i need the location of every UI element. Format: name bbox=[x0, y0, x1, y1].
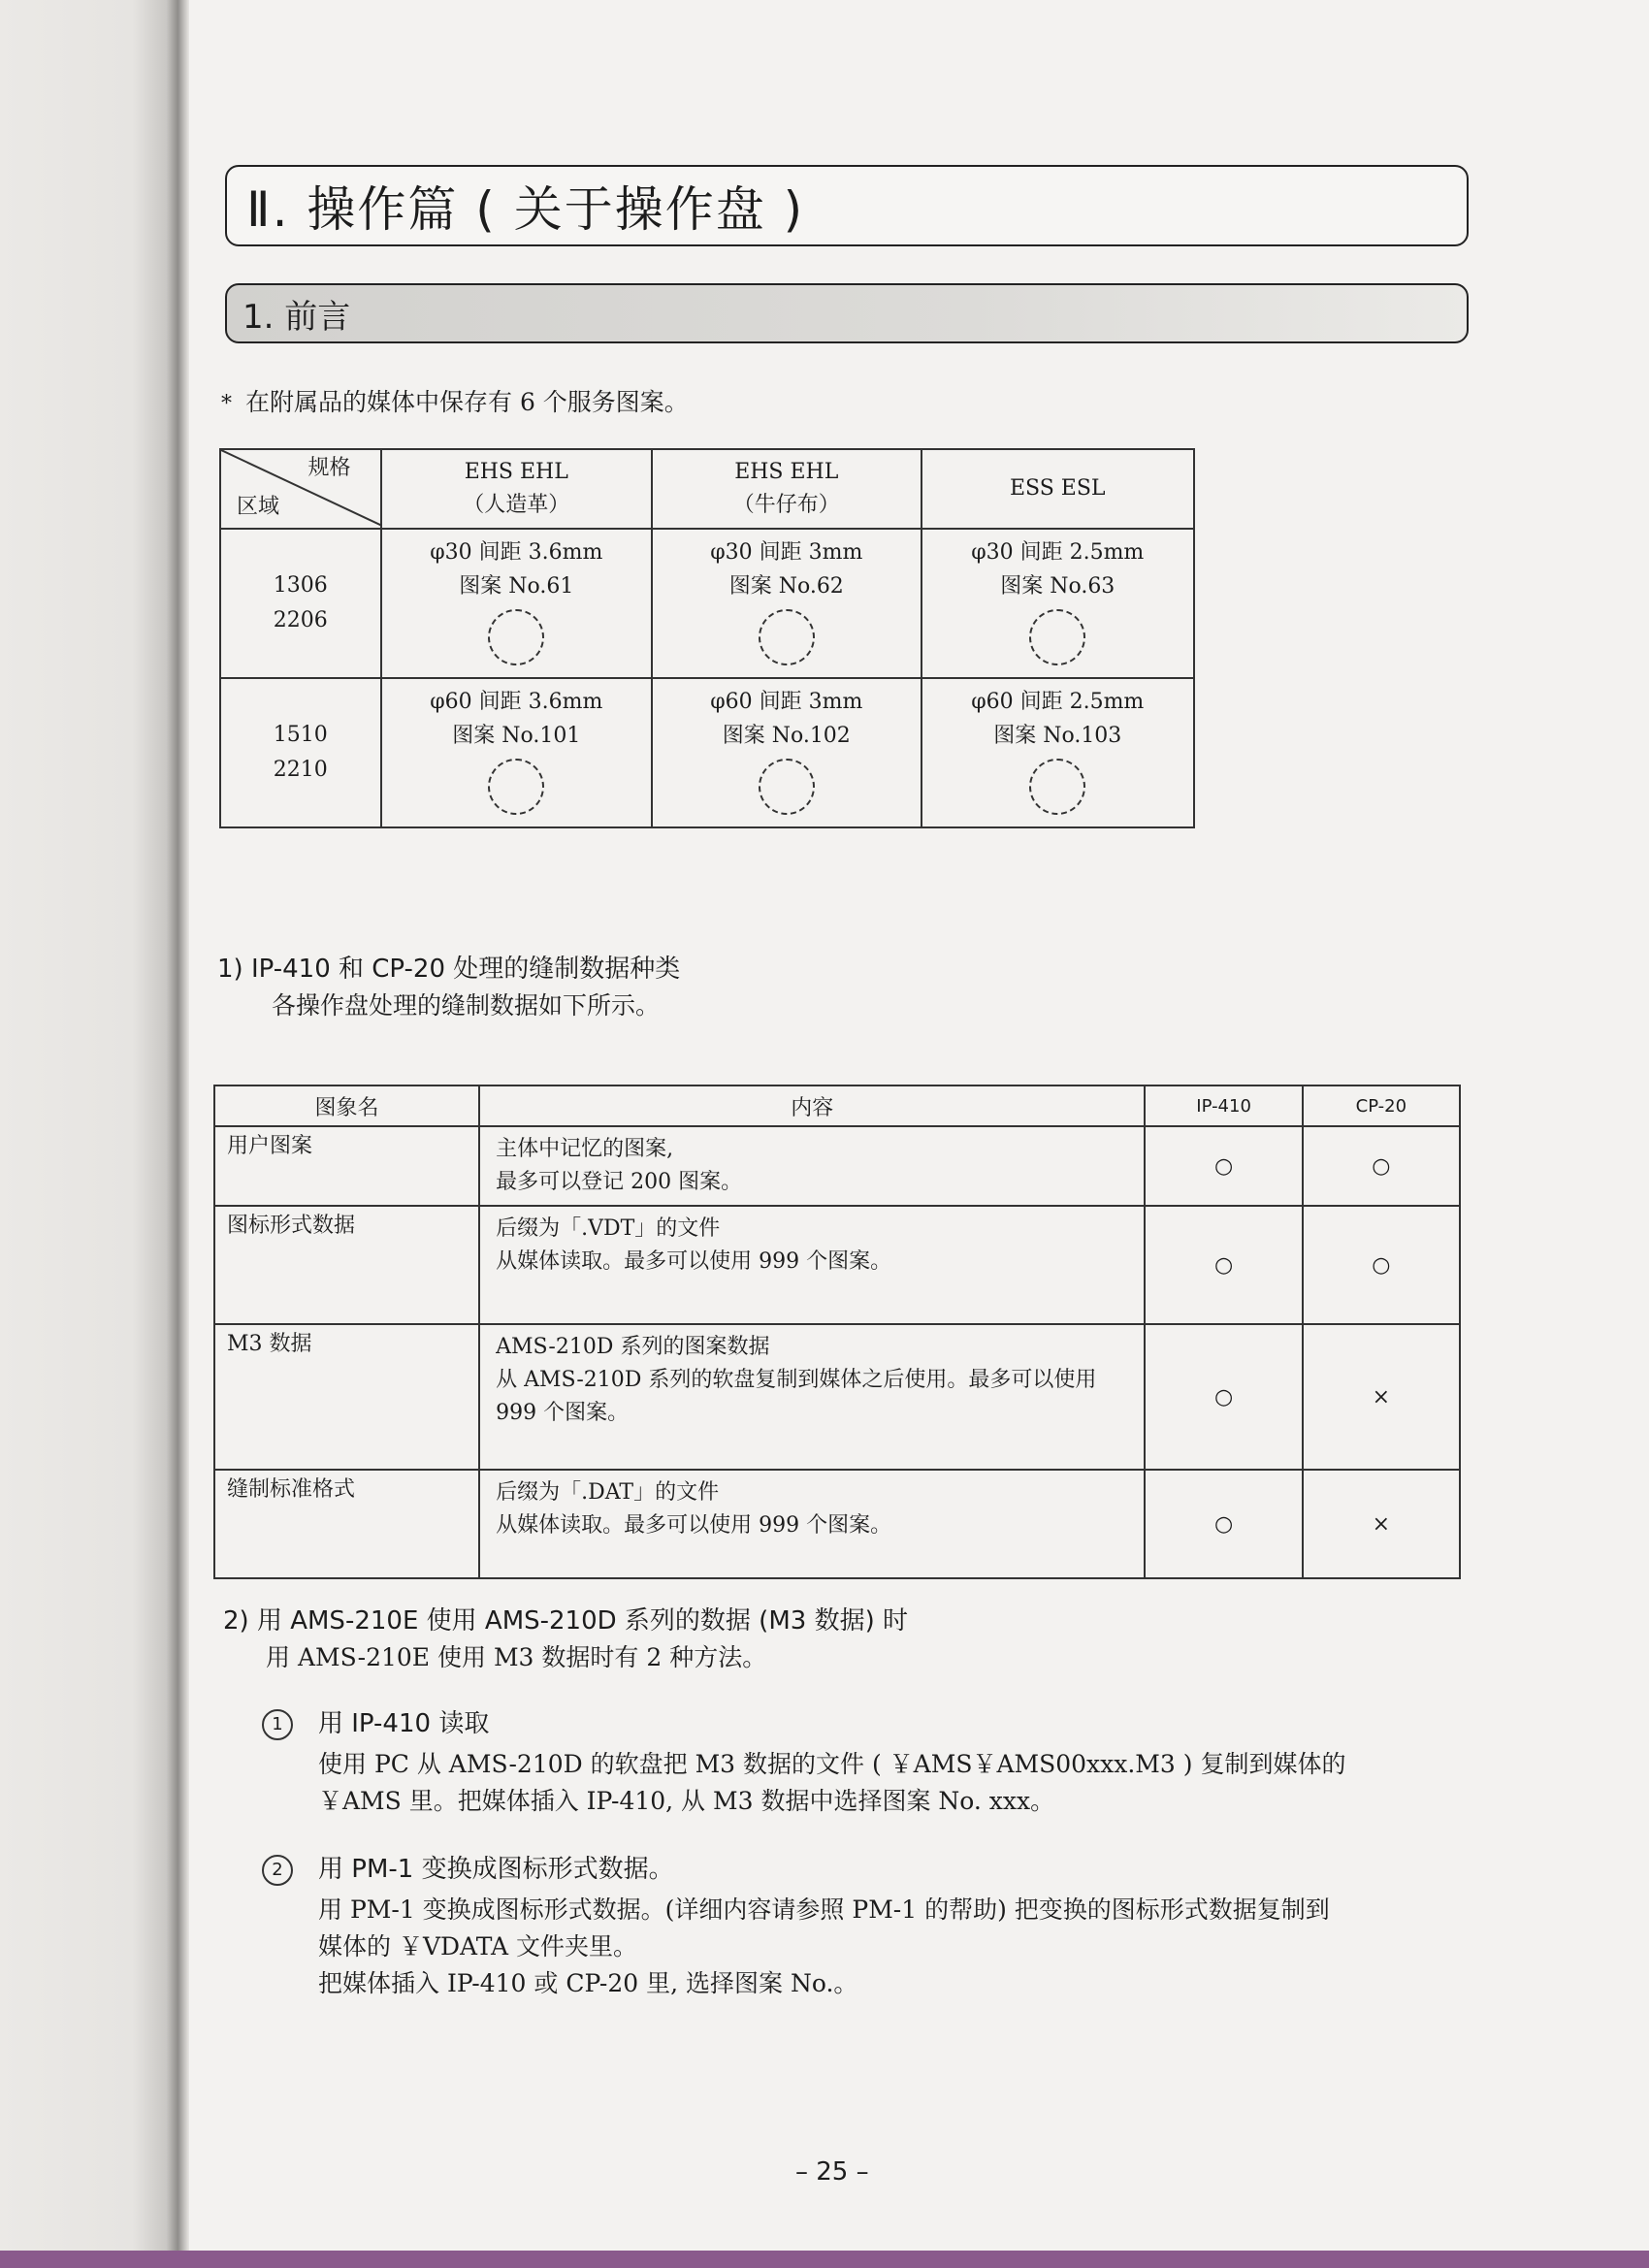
section-title bbox=[225, 283, 1469, 343]
table-header-row bbox=[214, 1085, 1460, 1126]
subsection-2-heading: 2) 用 AMS-210E 使用 AMS-210D 系列的数据 (M3 数据) 时 bbox=[223, 1606, 908, 1636]
circle-pattern-icon bbox=[759, 759, 815, 815]
method-1-heading bbox=[262, 1703, 489, 1740]
content-line: 最多可以登记 200 图案。 bbox=[496, 1170, 743, 1194]
data-type-content bbox=[479, 1470, 1145, 1578]
table-row bbox=[214, 1206, 1460, 1324]
pattern-cell bbox=[922, 529, 1194, 678]
column-header-line1: EHS EHL bbox=[464, 460, 568, 484]
corner-area-label: 区域 bbox=[237, 495, 280, 519]
method-2-body bbox=[318, 1892, 1330, 2002]
content-line: 从媒体读取。最多可以使用 999 个图案。 bbox=[496, 1513, 892, 1538]
pattern-number: 图案 No.103 bbox=[993, 724, 1122, 748]
table-header-row bbox=[220, 449, 1194, 529]
method-1-line: ￥AMS 里。把媒体插入 IP-410, 从 M3 数据中选择图案 No. xxx。 bbox=[318, 1787, 1055, 1815]
subsection-2-desc: 用 AMS-210E 使用 M3 数据时有 2 种方法。 bbox=[266, 1643, 767, 1671]
header-ip410: IP-410 bbox=[1145, 1085, 1302, 1126]
pattern-cell bbox=[652, 529, 922, 678]
method-2-title: 用 PM-1 变换成图标形式数据。 bbox=[318, 1855, 674, 1884]
data-type-content bbox=[479, 1324, 1145, 1470]
area-cell bbox=[220, 529, 381, 678]
column-header bbox=[652, 449, 922, 529]
pattern-spec: φ30 间距 2.5mm bbox=[971, 540, 1145, 565]
subsection-1-heading: 1) IP-410 和 CP-20 处理的缝制数据种类 bbox=[217, 955, 681, 984]
page-number: – 25 – bbox=[795, 2157, 869, 2187]
sewing-data-table bbox=[213, 1085, 1461, 1579]
table-row bbox=[214, 1470, 1460, 1578]
data-type-name: 用户图案 bbox=[214, 1126, 479, 1206]
pattern-number: 图案 No.101 bbox=[452, 724, 581, 748]
method-2-line: 把媒体插入 IP-410 或 CP-20 里, 选择图案 No.。 bbox=[318, 1969, 858, 1997]
pattern-cell bbox=[652, 678, 922, 827]
circled-number-2: 2 bbox=[262, 1855, 293, 1886]
method-2-line: 用 PM-1 变换成图标形式数据。(详细内容请参照 PM-1 的帮助) 把变换的图标形式数据复制到 bbox=[318, 1895, 1330, 1924]
chapter-title-text: Ⅱ. 操作篇 ( 关于操作盘 ) bbox=[246, 181, 805, 238]
method-1-line: 使用 PC 从 AMS-210D 的软盘把 M3 数据的文件 ( ￥AMS￥AMS00xxx.M3 ) 复制到媒体的 bbox=[318, 1750, 1346, 1778]
corner-cell bbox=[220, 449, 381, 529]
area-cell bbox=[220, 678, 381, 827]
column-header bbox=[922, 449, 1194, 529]
column-header-line2: （人造革） bbox=[463, 493, 570, 517]
content-line: 主体中记忆的图案, bbox=[496, 1137, 674, 1161]
content-line: 后缀为「.DAT」的文件 bbox=[496, 1480, 720, 1505]
column-header-line1: ESS ESL bbox=[1009, 476, 1106, 501]
pattern-spec: φ60 间距 3.6mm bbox=[430, 690, 603, 714]
content-line: 从媒体读取。最多可以使用 999 个图案。 bbox=[496, 1249, 892, 1274]
data-type-content bbox=[479, 1126, 1145, 1206]
data-type-name: 缝制标准格式 bbox=[214, 1470, 479, 1578]
content-line: 后缀为「.VDT」的文件 bbox=[496, 1216, 721, 1241]
column-header-line2: （牛仔布） bbox=[732, 493, 840, 517]
method-2-line: 媒体的 ￥VDATA 文件夹里。 bbox=[318, 1932, 638, 1960]
pattern-spec: φ60 间距 2.5mm bbox=[971, 690, 1145, 714]
pattern-cell bbox=[922, 678, 1194, 827]
ip410-support-mark: ○ bbox=[1145, 1324, 1302, 1470]
circle-pattern-icon bbox=[1029, 609, 1085, 665]
chapter-title bbox=[225, 165, 1469, 246]
circle-pattern-icon bbox=[1029, 759, 1085, 815]
ip410-support-mark: ○ bbox=[1145, 1470, 1302, 1578]
pattern-spec: φ60 间距 3mm bbox=[710, 690, 863, 714]
header-cp20: CP-20 bbox=[1303, 1085, 1460, 1126]
note-text: 在附属品的媒体中保存有 6 个服务图案。 bbox=[245, 388, 689, 416]
ip410-support-mark: ○ bbox=[1145, 1126, 1302, 1206]
area-value: 2206 bbox=[273, 608, 328, 632]
content-line: 从 AMS-210D 系列的软盘复制到媒体之后使用。最多可以使用 bbox=[496, 1368, 1097, 1392]
area-value: 2210 bbox=[273, 758, 328, 782]
circle-pattern-icon bbox=[488, 759, 544, 815]
pattern-cell bbox=[381, 529, 652, 678]
circled-number-1: 1 bbox=[262, 1709, 293, 1740]
data-type-content bbox=[479, 1206, 1145, 1324]
pattern-spec: φ30 间距 3.6mm bbox=[430, 540, 603, 565]
table-row bbox=[220, 678, 1194, 827]
circle-pattern-icon bbox=[759, 609, 815, 665]
table-row bbox=[214, 1324, 1460, 1470]
service-pattern-table bbox=[219, 448, 1195, 828]
table-row bbox=[214, 1126, 1460, 1206]
ip410-support-mark: ○ bbox=[1145, 1206, 1302, 1324]
data-type-name: M3 数据 bbox=[214, 1324, 479, 1470]
column-header bbox=[381, 449, 652, 529]
area-value: 1306 bbox=[273, 573, 328, 598]
intro-note bbox=[221, 383, 689, 418]
circle-pattern-icon bbox=[488, 609, 544, 665]
method-1-title: 用 IP-410 读取 bbox=[318, 1709, 490, 1738]
pattern-number: 图案 No.61 bbox=[459, 574, 574, 599]
cp20-support-mark: ○ bbox=[1303, 1206, 1460, 1324]
content-line: 999 个图案。 bbox=[496, 1401, 630, 1425]
header-image-name: 图象名 bbox=[214, 1085, 479, 1126]
section-title-text: 1. 前言 bbox=[242, 297, 351, 337]
book-binding-shadow bbox=[0, 0, 189, 2268]
pattern-number: 图案 No.62 bbox=[728, 574, 844, 599]
note-marker: * bbox=[221, 392, 232, 416]
cp20-support-mark: ○ bbox=[1303, 1126, 1460, 1206]
pattern-spec: φ30 间距 3mm bbox=[710, 540, 863, 565]
pattern-number: 图案 No.102 bbox=[722, 724, 851, 748]
pattern-cell bbox=[381, 678, 652, 827]
area-value: 1510 bbox=[273, 723, 328, 747]
content-line: AMS-210D 系列的图案数据 bbox=[496, 1335, 770, 1359]
column-header-line1: EHS EHL bbox=[734, 460, 839, 484]
pattern-number: 图案 No.63 bbox=[1000, 574, 1116, 599]
method-1-body bbox=[318, 1746, 1345, 1820]
data-type-name: 图标形式数据 bbox=[214, 1206, 479, 1324]
corner-spec-label: 规格 bbox=[307, 456, 351, 480]
method-2-heading bbox=[262, 1849, 674, 1886]
cp20-support-mark: × bbox=[1303, 1470, 1460, 1578]
subsection-1-desc: 各操作盘处理的缝制数据如下所示。 bbox=[272, 991, 661, 1020]
table-row bbox=[220, 529, 1194, 678]
cp20-support-mark: × bbox=[1303, 1324, 1460, 1470]
header-content: 内容 bbox=[479, 1085, 1145, 1126]
scan-bottom-edge bbox=[0, 2251, 1649, 2268]
